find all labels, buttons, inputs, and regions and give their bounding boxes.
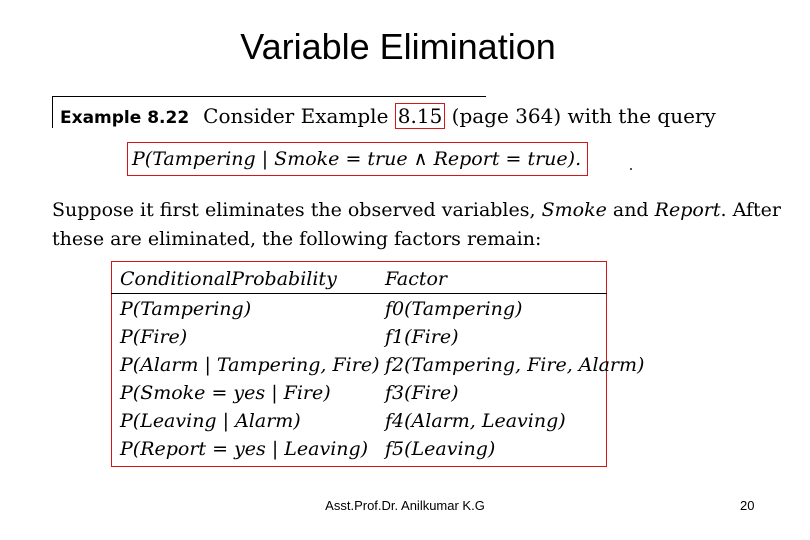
example-text-before: Consider Example [203,104,395,128]
factor-cell: f3(Fire) [385,382,459,404]
table-row [120,407,566,435]
cond-prob-cell: P(Alarm | Tampering, Fire) [120,354,380,376]
slide-title: Variable Elimination [240,26,556,67]
footer-author: Asst.Prof.Dr. Anilkumar K.G [325,498,485,513]
cond-prob-cell: P(Tampering) [120,298,252,320]
factor-cell: f0(Tampering) [385,298,523,320]
table-row [120,295,523,323]
paragraph-var-report: Report [654,199,721,221]
stray-dot [630,168,632,170]
paragraph-text-1: Suppose it first eliminates the observed variables, [52,199,542,221]
example-top-rule [52,96,486,97]
factor-cell: f4(Alarm, Leaving) [385,410,566,432]
example-label: Example 8.22 [60,108,190,128]
cond-prob-cell: P(Report = yes | Leaving) [120,438,369,460]
explanation-paragraph [52,196,792,254]
cond-prob-cell: P(Fire) [120,326,188,348]
paragraph-and: and [606,199,655,221]
table-header-row [120,265,448,293]
header-conditional-probability: ConditionalProbability [120,268,337,290]
table-row [120,323,459,351]
example-line [60,104,716,128]
table-header-rule [111,293,607,294]
cond-prob-cell: P(Smoke = yes | Fire) [120,382,331,404]
cond-prob-cell: P(Leaving | Alarm) [120,410,301,432]
query-expression: P(Tampering | Smoke = true ∧ Report = true). [127,142,588,176]
paragraph-text-2: . After these are eliminated, the following factors remain: [52,199,781,250]
factor-cell: f2(Tampering, Fire, Alarm) [385,354,645,376]
table-row [120,379,459,407]
example-left-rule [52,96,53,128]
table-row [120,351,645,379]
table-row [120,435,496,463]
page-number: 20 [740,498,755,513]
example-text-after: (page 364) with the query [445,104,716,128]
factor-cell: f5(Leaving) [385,438,496,460]
factor-table [111,261,645,467]
factor-cell: f1(Fire) [385,326,459,348]
header-factor: Factor [385,268,448,290]
example-reference-link[interactable]: 8.15 [395,103,446,129]
paragraph-var-smoke: Smoke [541,199,607,221]
